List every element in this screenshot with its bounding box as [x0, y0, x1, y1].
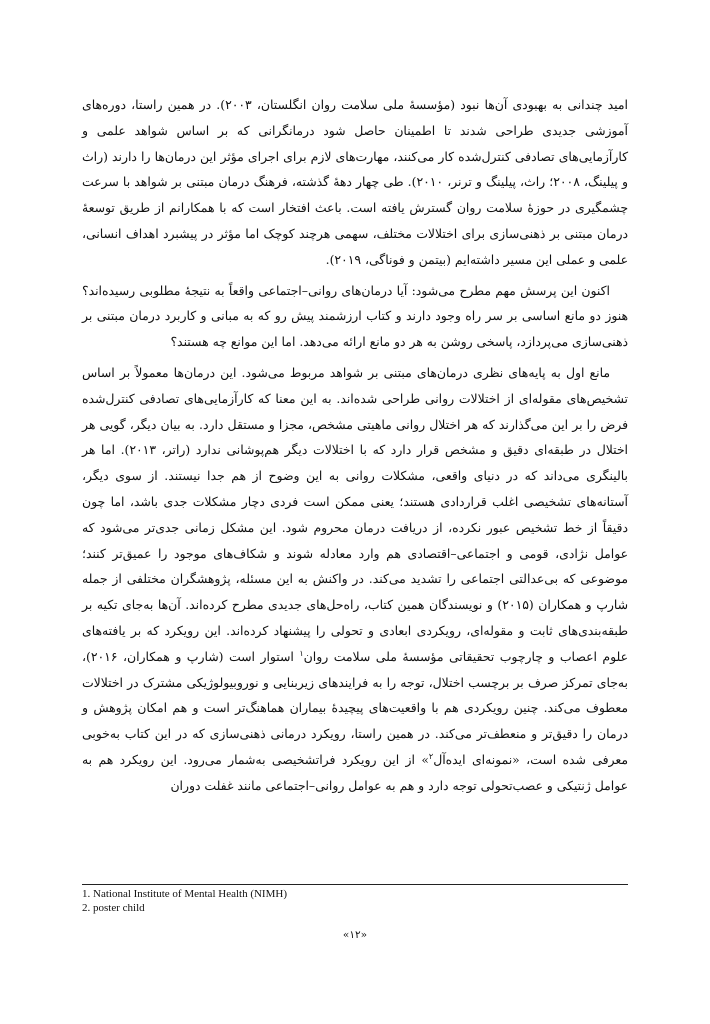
body-text	[82, 92, 628, 799]
paragraph-3-text-a: مانع اول به پایه‌های نظری درمان‌های مبتنی بر شواهد مربوط می‌شود. این درمان‌ها معمولاً بر اساس تشخیص‌های مقوله‌ای از اختلالات روانی طراحی شده‌اند. به این معنا که کارآزمایی‌های تصادفی کنترل‌شده فرض را بر این می‌گذارند که هر اختلال روانی ماهیتی مشخص، مجزا و مستقل دارد. به بیان دیگر، گویی هر اختلال در طبقه‌ای دقیق و مشخص قرار دارد که با اختلالات دیگر هم‌پوشانی ندارد (راتر، ۲۰۱۳). اما هر بالینگری می‌داند که در دنیای واقعی، مشکلات روانی به این وضوح از هم جدا نیستند. از سوی دیگر، آستانه‌های تشخیصی اغلب قراردادی هستند؛ یعنی ممکن است فردی دچار مشکلات جدی باشد، اما چون دقیقاً از خط تشخیص عبور نکرده، از دریافت درمان محروم شود. این مشکل زمانی جدی‌تر می‌شود که عوامل نژادی، قومی و اجتماعی–اقتصادی هم وارد معادله شوند و شکاف‌های موجود را عمیق‌تر کنند؛ موضوعی که بی‌عدالتی اجتماعی را تشدید می‌کند. در واکنش به این مسئله، پژوهشگران مختلفی از جمله شارپ و همکاران (۲۰۱۵) و نویسندگان همین کتاب، راه‌حل‌های جدیدی مطرح کرده‌اند. آن‌ها به‌جای تکیه بر طبقه‌بندی‌های ثابت و مقوله‌ای، رویکردی ابعادی و تحولی را پیشنهاد کرده‌اند. این رویکرد که بر یافته‌های علوم اعصاب و چارچوب تحقیقاتی مؤسسهٔ ملی سلامت روان	[82, 364, 629, 664]
footnote-1: 1. National Institute of Mental Health (NIMH)	[82, 888, 287, 900]
footnote-divider	[82, 884, 628, 885]
paragraph-3-text-b: استوار است (شارپ و همکاران، ۲۰۱۶)، به‌جای تمرکز صرف بر برچسب اختلال، توجه را به فرایندهای زیربنایی و نوروبیولوژیکی مشترک در اختلالات معطوف می‌کند. چنین رویکردی هم با واقعیت‌های پیچیدهٔ بیماران هماهنگ‌تر است و هم امکان پژوهش و درمان را دقیق‌تر و منعطف‌تر می‌کند. در همین راستا، رویکرد درمانی ذهنی‌سازی که در این کتاب به‌خوبی معرفی شده است، «نمونه‌ای ایده‌آل	[82, 648, 628, 767]
paragraph-3-text-c: » از این رویکرد فراتشخیصی به‌شمار می‌رود. این رویکرد هم به عوامل ژنتیکی و عصب‌تحولی توجه دارد و هم به عوامل روانی–اجتماعی مانند غفلت دوران	[82, 751, 628, 793]
footnote-mark-2: ۲	[428, 751, 434, 761]
page-number: «۱۲»	[342, 929, 368, 941]
paragraph-1	[82, 92, 628, 273]
paragraph-2	[82, 278, 628, 355]
paragraph-2-text: اکنون این پرسش مهم مطرح می‌شود: آیا درمان‌های روانی–اجتماعی واقعاً به نتیجهٔ مطلوبی رسیده‌اند؟ هنوز دو مانع اساسی بر سر راه وجود دارند و کتاب ارزشمند پیش رو که به مبانی و کاربرد درمان مبتنی بر ذهنی‌سازی می‌پردازد، پاسخی روشن به هر دو مانع ارائه می‌دهد. اما این موانع چه هستند؟	[82, 282, 628, 350]
footnote-2: 2. poster child	[82, 901, 145, 914]
footnotes	[82, 888, 628, 915]
paragraph-1-text: امید چندانی به بهبودی آن‌ها نبود (مؤسسهٔ ملی سلامت روان انگلستان، ۲۰۰۳). در همین راستا، دوره‌های آموزشی جدیدی طراحی شدند تا اطمینان حاصل شود درمانگرانی که بر اساس شواهد علمی و کارآزمایی‌های تصادفی کنترل‌شده کار می‌کنند، مهارت‌های لازم برای اجرای مؤثر این درمان‌ها را دارند (راث و پیلینگ، ۲۰۰۸؛ راث، پیلینگ و ترنر، ۲۰۱۰). طی چهار دههٔ گذشته، فرهنگ درمان مبتنی بر شواهد با سرعت چشمگیری در حوزهٔ سلامت روان گسترش یافته است. باعث افتخار است که با همکارانم از طریق توسعهٔ درمان مبتنی بر ذهنی‌سازی برای اختلالات مختلف، سهمی هرچند کوچک اما مؤثر در پیشبرد اهداف انسانی، علمی و عملی این مسیر داشته‌ایم (بیتمن و فوناگی، ۲۰۱۹).	[82, 97, 628, 267]
footnote-mark-1: ۱	[299, 648, 304, 658]
paragraph-3	[82, 360, 628, 799]
